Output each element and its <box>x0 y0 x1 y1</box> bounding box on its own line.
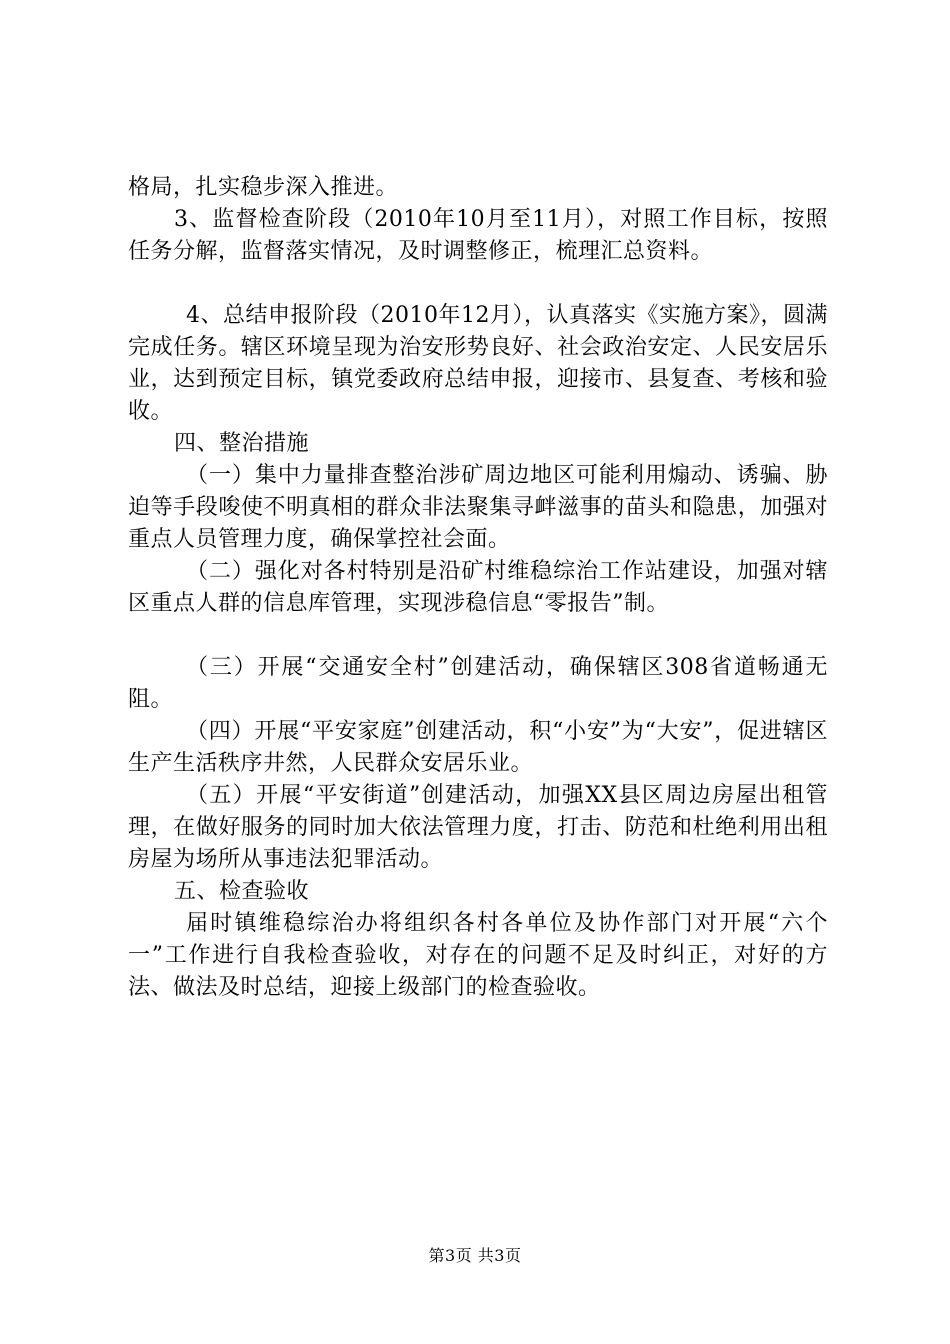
paragraph-measure-1: （一）集中力量排查整治涉矿周边地区可能利用煽动、诱骗、胁迫等手段唆使不明真相的群众非法聚集寻衅滋事的苗头和隐患，加强对重点人员管理力度，确保掌控社会面。 <box>128 463 828 552</box>
paragraph-measure-5: （五）开展“平安街道”创建活动，加强XX县区周边房屋出租管理，在做好服务的同时加大依法管理力度，打击、防范和杜绝利用出租房屋为场所从事违法犯罪活动。 <box>128 783 828 872</box>
document-body <box>128 172 828 1004</box>
paragraph-stage-3: 3、监督检查阶段（2010年10月至11月），对照工作目标，按照任务分解，监督落实情况，及时调整修正，梳理汇总资料。 <box>128 207 828 264</box>
paragraph-inspection: 届时镇维稳综治办将组织各村各单位及协作部门对开展“六个一”工作进行自我检查验收，对存在的问题不足及时纠正，对好的方法、做法及时总结，迎接上级部门的检查验收。 <box>128 911 828 1000</box>
section-heading-inspection: 五、检查验收 <box>174 879 310 904</box>
paragraph-measure-4: （四）开展“平安家庭”创建活动，积“小安”为“大安”，促进辖区生产生活秩序井然，人民群众安居乐业。 <box>128 719 828 776</box>
page-number-footer: 第3页 共3页 <box>428 1246 522 1265</box>
paragraph-measure-3: （三）开展“交通安全村”创建活动，确保辖区308省道畅通无阻。 <box>128 655 828 712</box>
section-heading-measures: 四、整治措施 <box>174 431 310 456</box>
paragraph-stage-4: 4、总结申报阶段（2010年12月），认真落实《实施方案》，圆满完成任务。辖区环境呈现为治安形势良好、社会政治安定、人民安居乐业，达到预定目标，镇党委政府总结申报，迎接市、县复查、考核和验收。 <box>128 303 828 424</box>
paragraph-continuation: 格局，扎实稳步深入推进。 <box>128 175 399 200</box>
paragraph-measure-2: （二）强化对各村特别是沿矿村维稳综治工作站建设，加强对辖区重点人群的信息库管理，实现涉稳信息“零报告”制。 <box>128 559 828 616</box>
